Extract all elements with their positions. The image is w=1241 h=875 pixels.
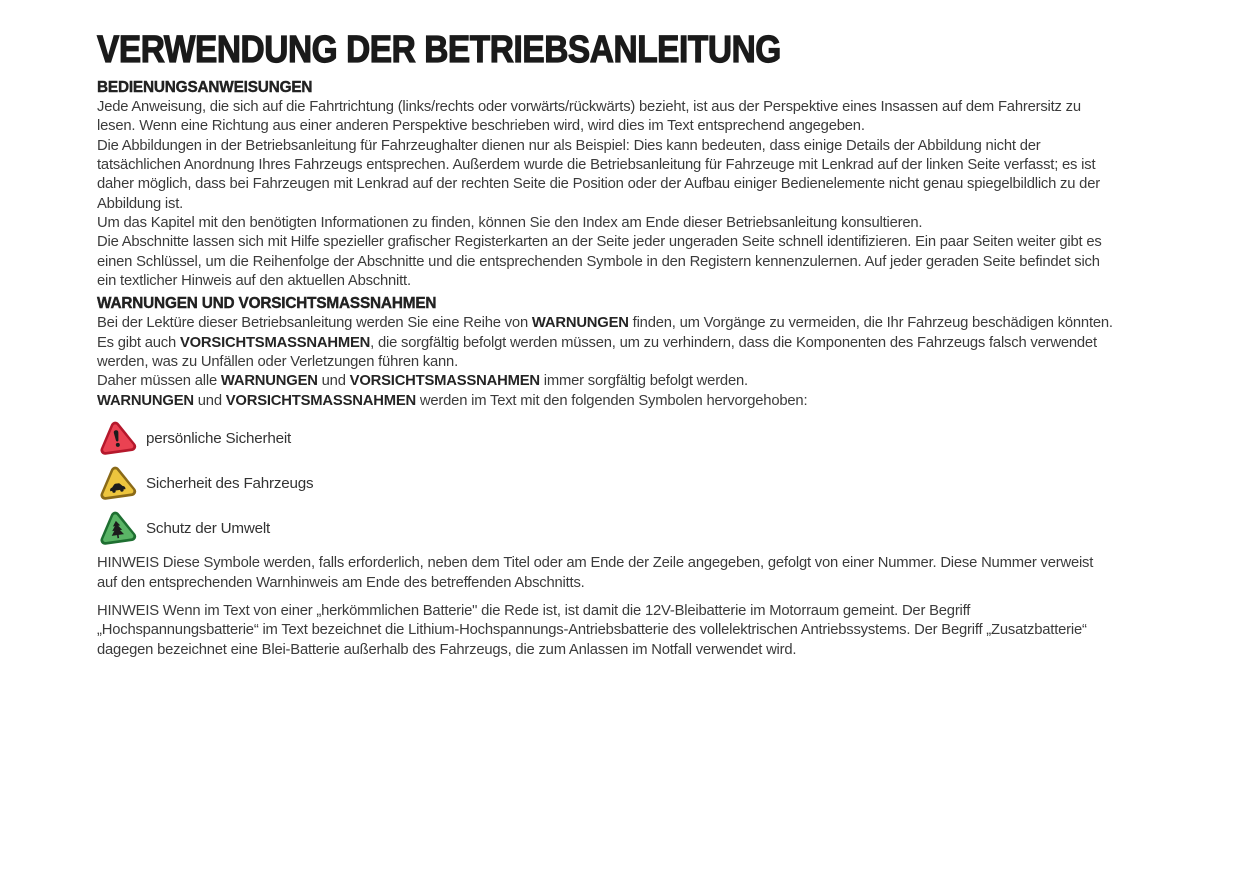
- note-symbols-numbering: HINWEIS Diese Symbole werden, falls erforderlich, neben dem Titel oder am Ende der Zeile angegeben, gefolgt von einer Nummer. Diese Nummer verweist auf den entsprechenden Warnhinweis am Ende des betreffenden Abschnitts.: [97, 555, 1094, 591]
- symbol-row-vehicle-safety: [97, 464, 1115, 502]
- symbol-label-vehicle-safety: Sicherheit des Fahrzeugs: [146, 474, 314, 492]
- symbol-label-environment: Schutz der Umwelt: [146, 519, 271, 537]
- section-heading-bedienungsanweisungen: BEDIENUNGSANWEISUNGEN: [97, 79, 313, 96]
- note-battery-terms: HINWEIS Wenn im Text von einer „herkömmlichen Batterie" die Rede ist, ist damit die 12V-Bleibatterie im Motorraum gemeint. Der Begriff „Hochspannungsbatterie“ im Text bezeichnet die Lithium-Hochspannungs-Antriebsbatterie des vollelektrischen Antriebssystems. Der Begriff „Zusatzbatterie“ dagegen bezeichnet eine Blei-Batterie außerhalb des Fahrzeugs, die zum Anlassen im Notfall verwendet wird.: [97, 602, 1087, 658]
- paragraph-follow: Daher müssen alle WARNUNGEN und VORSICHTSMASSNAHMEN immer sorgfältig befolgt werden.: [97, 373, 748, 390]
- page-title: VERWENDUNG DER BETRIEBSANLEITUNG: [97, 29, 781, 71]
- section-heading-warnungen: WARNUNGEN UND VORSICHTSMASSNAHMEN: [97, 295, 437, 313]
- paragraph-warnings: Bei der Lektüre dieser Betriebsanleitung werden Sie eine Reihe von WARNUNGEN finden, um Vorgänge zu vermeiden, die Ihr Fahrzeug beschädigen könnten.: [97, 315, 1113, 332]
- symbol-label-personal-safety: persönliche Sicherheit: [146, 429, 292, 447]
- paragraph-directions: Jede Anweisung, die sich auf die Fahrtrichtung (links/rechts oder vorwärts/rückwärts) bezieht, ist aus der Perspektive eines Insassen auf dem Fahrersitz zu lesen. Wenn eine Richtung aus einer anderen Perspektive beschrieben wird, wird dies im Text entsprechend angegeben.: [97, 99, 1081, 135]
- symbol-row-personal-safety: [97, 419, 1115, 457]
- paragraph-symbols-intro: WARNUNGEN und VORSICHTSMASSNAHMEN werden im Text mit den folgenden Symbolen hervorgehoben:: [97, 392, 808, 409]
- paragraph-tabs: Die Abschnitte lassen sich mit Hilfe spezieller grafischer Registerkarten an der Seite jeder ungeraden Seite schnell identifizieren. Ein paar Seiten weiter gibt es einen Schlüssel, um die Reihenfolge der Abschnitte und die entsprechenden Symbole in den Registern kennenzulernen. Auf jeder geraden Seite befindet sich ein textlicher Hinweis auf den aktuellen Abschnitt.: [97, 234, 1102, 290]
- environment-protection-icon: [97, 509, 137, 547]
- paragraph-precautions: Es gibt auch VORSICHTSMASSNAHMEN, die sorgfältig befolgt werden müssen, um zu verhindern, dass die Komponenten des Fahrzeugs falsch verwendet werden, was zu Unfällen oder Verletzungen führen kann.: [97, 334, 1097, 371]
- page-content: [97, 30, 1115, 660]
- vehicle-safety-warning-icon: [97, 464, 137, 502]
- paragraph-illustrations: Die Abbildungen in der Betriebsanleitung für Fahrzeughalter dienen nur als Beispiel: Dies kann bedeuten, dass einige Details der Abbildung nicht der tatsächlichen Anordnung Ihres Fahrzeugs entsprechen. Außerdem wurde die Betriebsanleitung für Fahrzeuge mit Lenkrad auf der linken Seite verfasst; es ist daher möglich, dass bei Fahrzeugen mit Lenkrad auf der rechten Seite die Position oder der Aufbau einiger Bedienelemente nicht genau spiegelbildlich zu der Abbildung ist.: [97, 137, 1100, 212]
- paragraph-index: Um das Kapitel mit den benötigten Informationen zu finden, können Sie den Index am Ende dieser Betriebsanleitung konsultieren.: [97, 215, 923, 232]
- symbol-row-environment: [97, 509, 1115, 547]
- warning-symbols-list: [97, 419, 1115, 547]
- personal-safety-warning-icon: [97, 419, 137, 457]
